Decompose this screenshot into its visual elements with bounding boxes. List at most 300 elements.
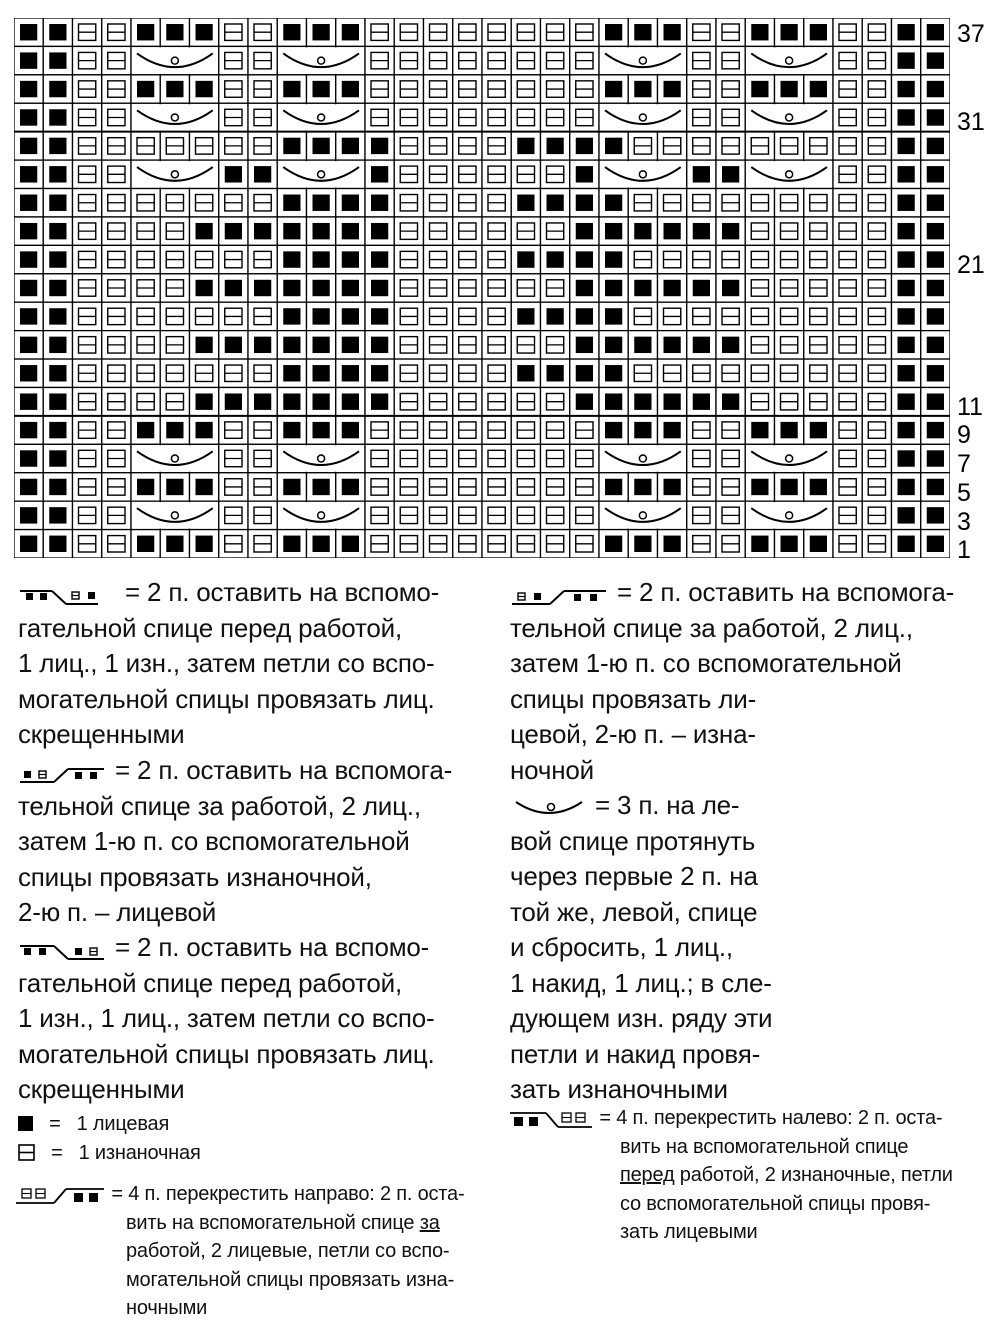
knit-stitch-mark bbox=[283, 81, 300, 97]
knit-stitch-mark bbox=[283, 280, 300, 296]
knit-stitch-mark bbox=[927, 536, 944, 552]
knit-stitch-mark bbox=[547, 195, 564, 211]
knit-stitch-mark bbox=[20, 308, 37, 324]
knit-stitch-mark bbox=[927, 166, 944, 182]
legend-cross4-right bbox=[14, 1180, 494, 1323]
knit-stitch-mark bbox=[49, 251, 66, 267]
knit-stitch-mark bbox=[576, 337, 593, 353]
legend-text: гательной спице перед работой, bbox=[18, 967, 402, 998]
knit-stitch-mark bbox=[576, 280, 593, 296]
knit-stitch-mark bbox=[20, 422, 37, 438]
knit-stitch-mark bbox=[576, 308, 593, 324]
knit-stitch-mark bbox=[313, 479, 330, 495]
legend-pass-over bbox=[510, 788, 810, 1108]
legend-text: 1 лицевая bbox=[76, 1113, 170, 1135]
knit-stitch-mark bbox=[371, 308, 388, 324]
knit-stitch-mark bbox=[927, 138, 944, 154]
knit-stitch-mark bbox=[342, 393, 359, 409]
cross-knit-purl-front-symbol bbox=[18, 937, 108, 961]
knit-stitch-mark bbox=[898, 422, 915, 438]
knit-stitch-mark bbox=[283, 138, 300, 154]
legend-text: ночной bbox=[510, 754, 594, 785]
knit-stitch-mark bbox=[576, 195, 593, 211]
knit-stitch-mark bbox=[898, 24, 915, 40]
legend-text: тельной спице за работой, 2 лиц., bbox=[510, 612, 913, 643]
knit-stitch-mark bbox=[166, 422, 183, 438]
knit-stitch-mark bbox=[166, 24, 183, 40]
knit-stitch-mark bbox=[781, 536, 798, 552]
knit-stitch-mark bbox=[810, 81, 827, 97]
knit-stitch-mark bbox=[664, 536, 681, 552]
legend-text: цевой, 2-ю п. – изна- bbox=[510, 719, 756, 749]
knit-stitch-mark bbox=[576, 138, 593, 154]
knit-stitch-mark bbox=[927, 308, 944, 324]
knit-stitch-mark bbox=[898, 507, 915, 523]
knit-stitch-mark bbox=[342, 195, 359, 211]
knit-stitch-mark bbox=[898, 223, 915, 239]
pass-over-cell bbox=[746, 445, 832, 471]
knit-stitch-mark bbox=[634, 24, 651, 40]
legend-cross-back-kp bbox=[510, 575, 980, 788]
knit-stitch-mark bbox=[605, 393, 622, 409]
knit-stitch-mark bbox=[781, 422, 798, 438]
cross-purl-knit-back-symbol bbox=[18, 760, 108, 784]
knit-stitch-mark bbox=[49, 536, 66, 552]
knit-stitch-mark bbox=[927, 195, 944, 211]
knit-stitch-mark bbox=[283, 251, 300, 267]
knit-stitch-mark bbox=[751, 479, 768, 495]
knit-stitch-mark bbox=[49, 450, 66, 466]
knit-stitch-mark bbox=[342, 138, 359, 154]
knit-stitch-mark bbox=[20, 337, 37, 353]
knit-stitch-mark bbox=[49, 479, 66, 495]
knit-stitch-mark bbox=[751, 81, 768, 97]
legend-text: скрещенными bbox=[18, 1074, 185, 1104]
legend-eq: = bbox=[49, 1113, 61, 1135]
knit-stitch-mark bbox=[342, 251, 359, 267]
legend-text: затем 1-ю п. со вспомогательной bbox=[510, 648, 902, 678]
knit-stitch-mark bbox=[664, 337, 681, 353]
knit-stitch-mark bbox=[137, 24, 154, 40]
legend-cross-front bbox=[18, 575, 466, 753]
knit-stitch-mark bbox=[927, 251, 944, 267]
knit-stitch-mark bbox=[371, 337, 388, 353]
knit-stitch-mark bbox=[342, 280, 359, 296]
knit-stitch-mark bbox=[898, 195, 915, 211]
knit-stitch-mark bbox=[810, 24, 827, 40]
knit-stitch-mark bbox=[371, 223, 388, 239]
cross-knit-purl-back-symbol bbox=[510, 582, 610, 606]
pass-over-cell bbox=[600, 445, 686, 471]
legend-text: скрещенными bbox=[18, 719, 185, 749]
knit-stitch-mark bbox=[664, 24, 681, 40]
knit-stitch-mark bbox=[634, 479, 651, 495]
knit-stitch-mark bbox=[810, 479, 827, 495]
legend-text: работой, 2 изнаночные, петли bbox=[674, 1164, 953, 1186]
knit-stitch-mark bbox=[49, 52, 66, 68]
knit-stitch-mark bbox=[49, 109, 66, 125]
knit-stitch-mark bbox=[517, 251, 534, 267]
knit-stitch-mark bbox=[20, 166, 37, 182]
knit-stitch-mark bbox=[196, 81, 213, 97]
legend-text: спицы провязать изнаночной, bbox=[18, 861, 372, 892]
knit-stitch-mark bbox=[927, 507, 944, 523]
legend-text: гательной спице перед работой, bbox=[18, 612, 402, 643]
cross-4-right-symbol bbox=[14, 1183, 106, 1207]
knit-stitch-mark bbox=[283, 536, 300, 552]
knit-stitch-mark bbox=[342, 223, 359, 239]
knit-stitch-mark bbox=[371, 138, 388, 154]
knit-stitch-mark bbox=[722, 337, 739, 353]
legend-text: = 2 п. оставить на вспомога- bbox=[617, 577, 955, 607]
knit-stitch-mark bbox=[927, 81, 944, 97]
knit-stitch-mark bbox=[547, 138, 564, 154]
knit-stitch-mark bbox=[605, 138, 622, 154]
knit-stitch-mark bbox=[49, 507, 66, 523]
pass-over-cell bbox=[746, 161, 832, 187]
knit-stitch-mark bbox=[927, 109, 944, 125]
knit-stitch-mark bbox=[283, 337, 300, 353]
knit-stitch-mark bbox=[313, 195, 330, 211]
knit-stitch-mark bbox=[196, 393, 213, 409]
pass-over-cell bbox=[278, 502, 364, 528]
knit-stitch-mark bbox=[283, 393, 300, 409]
knit-stitch-mark bbox=[313, 393, 330, 409]
knit-stitch-mark bbox=[49, 24, 66, 40]
knit-stitch-mark bbox=[898, 479, 915, 495]
knit-stitch-mark bbox=[342, 422, 359, 438]
knit-stitch-mark bbox=[664, 393, 681, 409]
knit-stitch-mark bbox=[927, 422, 944, 438]
legend-text: 1 изнаночная bbox=[78, 1142, 201, 1164]
knit-stitch-mark bbox=[137, 536, 154, 552]
knit-stitch-mark bbox=[49, 365, 66, 381]
knit-stitch-mark bbox=[20, 81, 37, 97]
knit-stitch-mark bbox=[49, 337, 66, 353]
knit-stitch-mark bbox=[196, 24, 213, 40]
knit-stitch-mark bbox=[254, 393, 271, 409]
knit-stitch-mark bbox=[605, 81, 622, 97]
knit-stitch-mark bbox=[49, 81, 66, 97]
legend-text: через первые 2 п. на bbox=[510, 861, 758, 891]
knit-stitch-mark bbox=[927, 337, 944, 353]
knit-stitch-mark bbox=[605, 280, 622, 296]
knit-stitch-mark bbox=[20, 24, 37, 40]
knit-stitch-mark bbox=[664, 280, 681, 296]
cross-4-left-symbol bbox=[508, 1107, 594, 1131]
legend-text: могательной спицы провязать изна- bbox=[126, 1268, 455, 1291]
knit-stitch-mark bbox=[313, 138, 330, 154]
knit-stitch-mark bbox=[283, 422, 300, 438]
legend-text: 2-ю п. – лицевой bbox=[18, 897, 217, 927]
knit-stitch-mark bbox=[196, 422, 213, 438]
pass-over-cell bbox=[278, 104, 364, 130]
knit-stitch-mark bbox=[313, 308, 330, 324]
knit-stitch-mark bbox=[517, 308, 534, 324]
knit-stitch-mark bbox=[898, 450, 915, 466]
legend-text: той же, левой, спице bbox=[510, 896, 758, 927]
knit-stitch-mark bbox=[283, 195, 300, 211]
knit-stitch-mark bbox=[664, 422, 681, 438]
knit-stitch-mark bbox=[196, 337, 213, 353]
knit-stitch-mark bbox=[313, 365, 330, 381]
knit-stitch-mark bbox=[342, 24, 359, 40]
cross-purl-knit-front-symbol bbox=[18, 582, 118, 606]
knit-stitch-mark bbox=[634, 81, 651, 97]
legend-text: спицы провязать ли- bbox=[510, 683, 757, 714]
knit-stitch-mark bbox=[20, 109, 37, 125]
knit-stitch-mark bbox=[313, 337, 330, 353]
row-number-9: 9 bbox=[957, 421, 971, 449]
knit-stitch-mark bbox=[664, 81, 681, 97]
legend-text: вить на вспомогательной спице bbox=[620, 1135, 909, 1158]
knit-stitch-mark bbox=[898, 365, 915, 381]
knit-stitch-mark bbox=[371, 251, 388, 267]
pass-over-cell bbox=[132, 47, 218, 73]
knit-stitch-mark bbox=[722, 280, 739, 296]
knit-stitch-mark bbox=[693, 393, 710, 409]
knit-stitch-mark bbox=[254, 337, 271, 353]
knit-stitch-mark bbox=[927, 223, 944, 239]
knit-stitch-mark bbox=[547, 365, 564, 381]
pass-over-cell bbox=[600, 502, 686, 528]
knit-stitch-mark bbox=[898, 109, 915, 125]
pass-over-cell bbox=[132, 161, 218, 187]
knit-stitch-mark bbox=[313, 422, 330, 438]
legend-text: могательной спицы провязать лиц. bbox=[18, 683, 435, 714]
knit-stitch-mark bbox=[927, 450, 944, 466]
pass-over-cell bbox=[746, 502, 832, 528]
knit-stitch-mark bbox=[517, 365, 534, 381]
knit-stitch-mark bbox=[283, 223, 300, 239]
purl-stitch-icon bbox=[18, 1144, 35, 1161]
knit-stitch-mark bbox=[927, 24, 944, 40]
knit-stitch-mark bbox=[634, 422, 651, 438]
knit-stitch-mark bbox=[605, 337, 622, 353]
legend-cross4-left bbox=[508, 1104, 988, 1247]
knit-stitch-mark bbox=[722, 393, 739, 409]
knit-stitch-mark bbox=[20, 365, 37, 381]
legend-cross-front-pk bbox=[18, 930, 466, 1108]
legend-text: дующем изн. ряду эти bbox=[510, 1003, 773, 1033]
knit-stitch-mark bbox=[342, 536, 359, 552]
knit-stitch-mark bbox=[693, 166, 710, 182]
knit-stitch-mark bbox=[664, 223, 681, 239]
knit-stitch-mark bbox=[634, 280, 651, 296]
row-number-11: 11 bbox=[957, 393, 983, 421]
pass-over-cell bbox=[278, 47, 364, 73]
knit-stitch-mark bbox=[751, 24, 768, 40]
knit-stitch-mark bbox=[342, 308, 359, 324]
legend-text: = 4 п. перекрестить направо: 2 п. оста- bbox=[111, 1183, 465, 1205]
knit-stitch-mark bbox=[313, 536, 330, 552]
knit-stitch-mark bbox=[810, 536, 827, 552]
knit-stitch-mark bbox=[20, 223, 37, 239]
legend-text: = 2 п. оставить на вспомо- bbox=[115, 932, 430, 962]
knit-stitch-mark bbox=[898, 393, 915, 409]
knit-stitch-mark bbox=[898, 308, 915, 324]
knit-stitch-mark bbox=[751, 536, 768, 552]
pass-over-cell bbox=[600, 47, 686, 73]
knit-stitch-mark bbox=[20, 507, 37, 523]
knit-stitch-mark bbox=[254, 166, 271, 182]
pass-over-cell bbox=[278, 161, 364, 187]
knit-stitch-mark bbox=[254, 280, 271, 296]
legend-text: затем 1-ю п. со вспомогательной bbox=[18, 826, 410, 856]
knit-stitch-mark bbox=[605, 195, 622, 211]
knit-stitch-mark bbox=[196, 223, 213, 239]
knit-stitch-mark bbox=[722, 166, 739, 182]
pass-over-cell bbox=[600, 104, 686, 130]
legend-text: = 3 п. на ле- bbox=[595, 790, 740, 820]
knit-stitch-mark bbox=[634, 536, 651, 552]
knit-stitch-mark bbox=[576, 365, 593, 381]
pass-over-cell bbox=[132, 445, 218, 471]
knit-stitch-mark bbox=[898, 166, 915, 182]
pass-over-symbol bbox=[510, 796, 588, 818]
knit-stitch-mark bbox=[283, 365, 300, 381]
legend-text: работой, 2 лицевые, петли со вспо- bbox=[126, 1240, 450, 1262]
knit-stitch-mark bbox=[605, 223, 622, 239]
knit-stitch-mark bbox=[49, 223, 66, 239]
pass-over-cell bbox=[278, 445, 364, 471]
knit-stitch-mark bbox=[225, 280, 242, 296]
knit-stitch-mark bbox=[898, 138, 915, 154]
legend-text: вить на вспомогательной спице bbox=[126, 1211, 420, 1234]
knit-stitch-mark bbox=[342, 365, 359, 381]
knit-stitch-mark bbox=[20, 52, 37, 68]
knit-stitch-mark bbox=[137, 422, 154, 438]
legend-text: зать изнаночными bbox=[510, 1074, 728, 1104]
knit-stitch-mark bbox=[810, 422, 827, 438]
knit-stitch-mark bbox=[371, 365, 388, 381]
legend-text: вой спице протянуть bbox=[510, 825, 756, 856]
row-number-1: 1 bbox=[957, 536, 971, 564]
knit-stitch-mark bbox=[49, 422, 66, 438]
legend-text: = 2 п. оставить на вспомога- bbox=[115, 755, 453, 785]
knit-stitch-mark bbox=[313, 280, 330, 296]
legend-text: могательной спицы провязать лиц. bbox=[18, 1038, 435, 1069]
knit-stitch-mark bbox=[517, 195, 534, 211]
knit-stitch-mark bbox=[898, 81, 915, 97]
legend-text: зать лицевыми bbox=[620, 1221, 758, 1243]
pass-over-cell bbox=[132, 104, 218, 130]
knit-stitch-mark bbox=[898, 251, 915, 267]
knit-stitch-mark bbox=[20, 138, 37, 154]
legend-text: 1 накид, 1 лиц.; в сле- bbox=[510, 967, 772, 998]
knit-stitch-mark bbox=[634, 393, 651, 409]
knit-stitch-mark bbox=[576, 223, 593, 239]
knit-stitch-mark bbox=[20, 195, 37, 211]
knit-stitch-mark bbox=[547, 308, 564, 324]
knit-stitch-mark bbox=[49, 280, 66, 296]
knit-stitch-mark bbox=[634, 337, 651, 353]
knit-stitch-mark bbox=[898, 337, 915, 353]
knit-stitch-mark bbox=[605, 308, 622, 324]
knit-stitch-mark bbox=[20, 251, 37, 267]
knit-stitch-mark bbox=[166, 479, 183, 495]
knit-stitch-mark bbox=[927, 365, 944, 381]
knit-stitch-mark bbox=[898, 280, 915, 296]
row-number-31: 31 bbox=[957, 108, 985, 136]
knit-stitch-mark bbox=[196, 536, 213, 552]
knit-stitch-mark bbox=[898, 52, 915, 68]
knit-stitch-mark bbox=[927, 393, 944, 409]
knit-stitch-mark bbox=[371, 166, 388, 182]
knit-stitch-mark bbox=[283, 24, 300, 40]
knit-stitch-mark bbox=[225, 223, 242, 239]
knit-stitch-mark bbox=[781, 81, 798, 97]
knit-stitch-mark bbox=[20, 450, 37, 466]
knit-stitch-mark bbox=[927, 52, 944, 68]
row-number-37: 37 bbox=[957, 20, 985, 48]
knit-stitch-mark bbox=[722, 223, 739, 239]
legend-text: = 2 п. оставить на вспомо- bbox=[125, 577, 440, 607]
knit-stitch-mark bbox=[313, 81, 330, 97]
pass-over-cell bbox=[132, 502, 218, 528]
knit-stitch-mark bbox=[137, 479, 154, 495]
legend-text: 1 лиц., 1 изн., затем петли со вспо- bbox=[18, 648, 435, 678]
legend-text: и сбросить, 1 лиц., bbox=[510, 932, 733, 962]
knit-stitch-mark bbox=[781, 24, 798, 40]
knit-stitch-mark bbox=[342, 479, 359, 495]
knit-stitch-icon bbox=[18, 1116, 33, 1131]
knit-stitch-mark bbox=[20, 536, 37, 552]
knit-stitch-mark bbox=[664, 479, 681, 495]
knit-stitch-mark bbox=[20, 280, 37, 296]
knit-stitch-mark bbox=[634, 223, 651, 239]
row-number-5: 5 bbox=[957, 479, 971, 507]
knit-stitch-mark bbox=[605, 479, 622, 495]
knit-stitch-mark bbox=[605, 365, 622, 381]
row-number-7: 7 bbox=[957, 450, 971, 478]
row-number-3: 3 bbox=[957, 508, 971, 536]
knit-stitch-mark bbox=[898, 536, 915, 552]
knit-stitch-mark bbox=[49, 308, 66, 324]
knit-stitch-mark bbox=[605, 536, 622, 552]
knit-stitch-mark bbox=[313, 24, 330, 40]
knit-stitch-mark bbox=[576, 166, 593, 182]
legend-text: петли и накид провя- bbox=[510, 1038, 761, 1069]
knit-stitch-mark bbox=[605, 24, 622, 40]
knit-stitch-mark bbox=[517, 138, 534, 154]
knit-stitch-mark bbox=[693, 337, 710, 353]
pass-over-cell bbox=[746, 47, 832, 73]
legend-text-underlined: за bbox=[419, 1211, 440, 1234]
legend-eq: = bbox=[51, 1142, 63, 1164]
legend-cross-back-pk bbox=[18, 753, 466, 931]
knit-stitch-mark bbox=[781, 479, 798, 495]
knit-stitch-mark bbox=[225, 166, 242, 182]
knit-stitch-mark bbox=[371, 280, 388, 296]
knitting-chart bbox=[14, 18, 950, 558]
knit-stitch-mark bbox=[342, 337, 359, 353]
knit-stitch-mark bbox=[576, 393, 593, 409]
legend-text: = 4 п. перекрестить налево: 2 п. оста- bbox=[599, 1107, 943, 1129]
knit-stitch-mark bbox=[605, 422, 622, 438]
knit-stitch-mark bbox=[927, 280, 944, 296]
knit-stitch-mark bbox=[254, 223, 271, 239]
knit-stitch-mark bbox=[196, 479, 213, 495]
knit-stitch-mark bbox=[371, 195, 388, 211]
row-number-21: 21 bbox=[957, 251, 985, 279]
knit-stitch-mark bbox=[49, 195, 66, 211]
knit-stitch-mark bbox=[137, 81, 154, 97]
knit-stitch-mark bbox=[693, 280, 710, 296]
knit-stitch-mark bbox=[225, 337, 242, 353]
legend-knit-purl bbox=[18, 1110, 318, 1168]
knit-stitch-mark bbox=[313, 251, 330, 267]
